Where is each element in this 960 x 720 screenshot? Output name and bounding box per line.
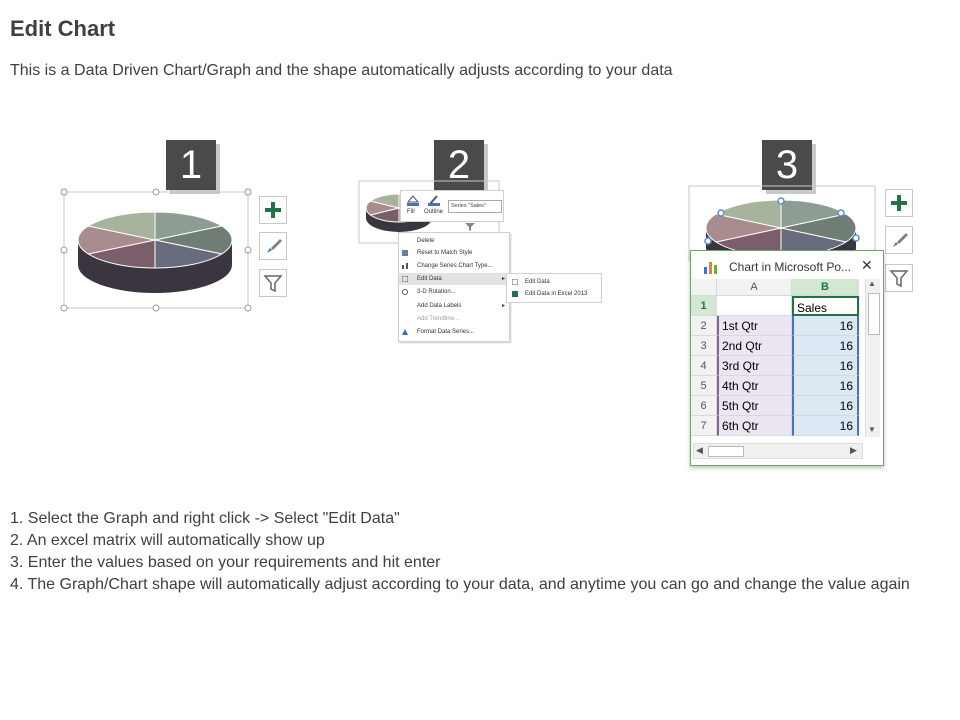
series-select-value: Series "Sales" (451, 203, 486, 209)
scroll-left-icon[interactable]: ◀ (696, 445, 703, 455)
instruction-3: 3. Enter the values based on your requirements and hit enter (10, 554, 441, 571)
column-header-a[interactable]: A (717, 279, 792, 296)
cell-category[interactable]: 2nd Qtr (717, 336, 792, 356)
menu-item-edit-data[interactable]: Edit Data ▸ (399, 273, 509, 285)
step-number-3: 3 (762, 140, 812, 190)
instruction-2: 2. An excel matrix will automatically show up (10, 532, 325, 549)
row-header[interactable]: 7 (691, 416, 717, 436)
scroll-up-icon[interactable]: ▲ (868, 279, 876, 288)
cell-value[interactable]: 16 (792, 416, 859, 436)
menu-item-format-data-series[interactable]: Format Data Series... (399, 326, 509, 338)
spreadsheet-grid[interactable] (691, 279, 863, 439)
close-icon[interactable]: ✕ (861, 257, 873, 273)
vertical-scrollbar[interactable] (865, 279, 880, 437)
menu-item-add-trendline: Add Trendline... (417, 316, 460, 322)
submenu-item-edit-in-excel[interactable]: Edit Data in Excel 2013 (507, 288, 601, 300)
chart-filters-button[interactable] (885, 264, 913, 292)
instructions (10, 508, 940, 596)
cell-value[interactable]: 16 (792, 396, 859, 416)
step-number-2: 2 (434, 140, 484, 190)
row-header[interactable]: 2 (691, 316, 717, 336)
cell-category[interactable]: 5th Qtr (717, 396, 792, 416)
row-header[interactable]: 3 (691, 336, 717, 356)
menu-item-reset-style[interactable]: Reset to Match Style (399, 247, 509, 259)
chart-styles-button[interactable] (885, 226, 913, 254)
cell-value[interactable]: 16 (792, 316, 859, 336)
menu-item-change-chart-type[interactable]: Change Series Chart Type... (399, 260, 509, 272)
table-icon (512, 279, 518, 285)
rotation-icon (402, 289, 408, 295)
cell-a1[interactable] (717, 296, 792, 316)
reset-icon (402, 250, 408, 256)
filter-icon[interactable] (463, 222, 477, 232)
chart-elements-button[interactable] (259, 196, 287, 224)
instruction-1: 1. Select the Graph and right click -> Select "Edit Data" (10, 510, 400, 527)
menu-item-delete[interactable]: Delete (417, 238, 435, 244)
cell-category[interactable]: 6th Qtr (717, 416, 792, 436)
horizontal-scrollbar[interactable] (693, 443, 863, 459)
instruction-4: 4. The Graph/Chart shape will automatically adjust according to your data, and anytime you can go and change the value again (10, 576, 910, 593)
row-header[interactable]: 4 (691, 356, 717, 376)
submenu-arrow-icon: ▸ (501, 303, 505, 309)
fill-icon[interactable] (406, 194, 420, 206)
series-select[interactable] (448, 200, 502, 213)
mini-toolbar (400, 190, 504, 222)
chart-filters-button[interactable] (259, 269, 287, 297)
cell-value[interactable]: 16 (792, 336, 859, 356)
excel-icon (512, 291, 518, 297)
brush-icon (260, 233, 286, 259)
submenu-item-edit-data[interactable]: Edit Data (507, 276, 601, 288)
outline-icon[interactable] (427, 194, 441, 206)
excel-title: Chart in Microsoft Po... (729, 260, 852, 274)
plus-icon (886, 190, 912, 216)
row-header[interactable]: 1 (691, 296, 717, 316)
row-header[interactable]: 5 (691, 376, 717, 396)
chart-type-icon (402, 263, 408, 269)
chart-styles-button[interactable] (259, 232, 287, 260)
scroll-thumb[interactable] (708, 446, 744, 457)
cell-category[interactable]: 1st Qtr (717, 316, 792, 336)
pie-slices (78, 212, 232, 268)
format-icon (402, 329, 408, 335)
page-subtitle: This is a Data Driven Chart/Graph and the shape automatically adjusts according to your data (10, 62, 673, 79)
cell-value[interactable]: 16 (792, 376, 859, 396)
page-title: Edit Chart (10, 16, 116, 41)
cell-b1[interactable]: Sales (792, 296, 859, 316)
brush-icon (886, 227, 912, 253)
scroll-thumb[interactable] (868, 293, 880, 335)
menu-item-3d-rotation[interactable]: 3-D Rotation... (399, 286, 509, 298)
cell-category[interactable]: 3rd Qtr (717, 356, 792, 376)
excel-data-window (690, 250, 884, 466)
edit-data-icon (402, 276, 408, 282)
cell-category[interactable]: 4th Qtr (717, 376, 792, 396)
scroll-down-icon[interactable]: ▼ (868, 425, 876, 434)
column-header-b[interactable]: B (792, 279, 859, 296)
select-all-corner[interactable] (691, 279, 717, 296)
filter-icon (260, 270, 286, 296)
cell-value[interactable]: 16 (792, 356, 859, 376)
plus-icon (260, 197, 286, 223)
outline-label[interactable]: Outline (424, 209, 444, 215)
chart-elements-button[interactable] (885, 189, 913, 217)
excel-title-bar (691, 251, 883, 281)
filter-icon (886, 265, 912, 291)
fill-label[interactable]: Fill (407, 209, 415, 215)
chart-icon (703, 260, 719, 274)
scroll-right-icon[interactable]: ▶ (850, 445, 857, 455)
row-header[interactable]: 6 (691, 396, 717, 416)
edit-data-submenu (506, 273, 602, 303)
submenu-arrow-icon: ▸ (501, 276, 505, 282)
pie-chart-step1[interactable] (58, 185, 258, 315)
menu-item-add-data-labels[interactable]: Add Data Labels ▸ (399, 300, 509, 312)
step-number-1: 1 (166, 140, 216, 190)
context-menu (398, 232, 510, 342)
